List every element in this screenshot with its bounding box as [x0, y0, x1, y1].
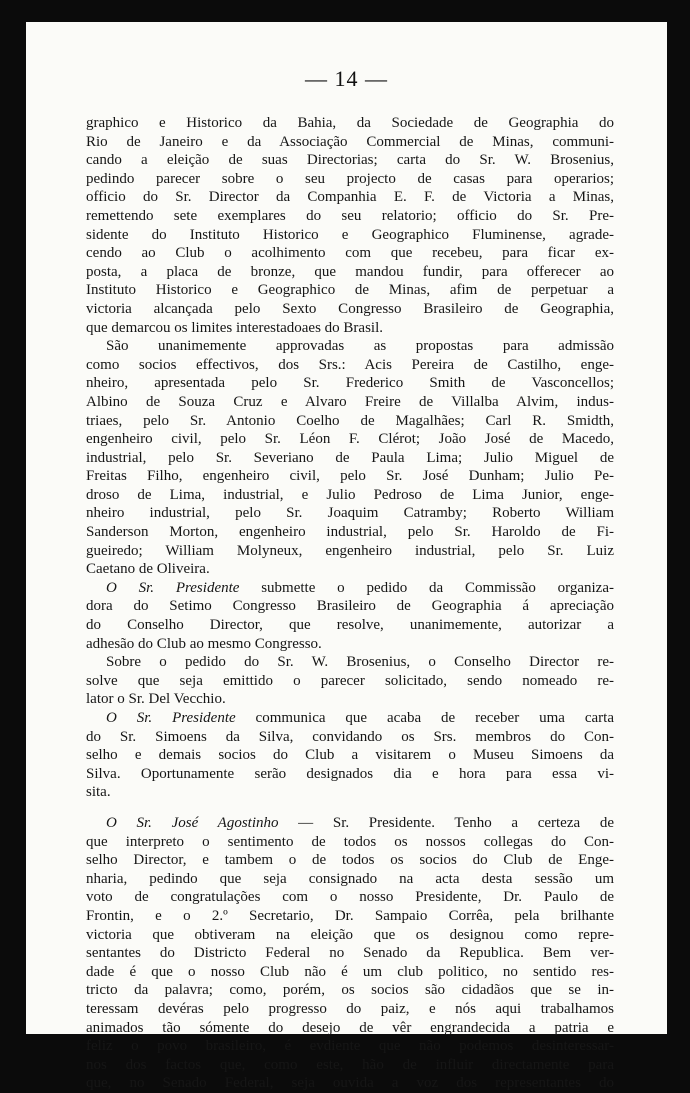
line-text: Albino de Souza Cruz e Alvaro Freire de Villalba Alvim, indus- [86, 393, 614, 410]
text-line [86, 393, 614, 412]
line-text: lator o Sr. Del Vecchio. [86, 691, 226, 708]
line-text: — Sr. Presidente. Tenho a certeza de [278, 814, 614, 831]
text-line [86, 114, 614, 133]
speaker-name: O Sr. José Agostinho [106, 814, 279, 831]
line-text: triaes, pelo Sr. Antonio Coelho de Magalhães; Carl R. Smidth, [86, 412, 614, 429]
line-text: como socios effectivos, dos Srs.: Acis Pereira de Castilho, enge- [86, 356, 614, 373]
line-text: sita. [86, 784, 111, 801]
text-line [86, 244, 614, 263]
line-text: cendo ao Club o acolhimento com que recebeu, para ficar ex- [86, 245, 614, 262]
line-text: posta, a placa de bronze, que mandou fundir, para offerecer ao [86, 263, 614, 280]
text-line [86, 1056, 614, 1075]
text-line [86, 337, 614, 356]
line-text: selho Director, e tambem o de todos os socios do Club de Enge- [86, 852, 614, 869]
line-text: victoria que obtiveram na eleição que os designou como repre- [86, 926, 614, 943]
text-line [86, 728, 614, 747]
text-line [86, 430, 614, 449]
text-line [86, 597, 614, 616]
line-text: que, no Senado Federal, seja ouvida a voz dos representantes do [86, 1075, 614, 1092]
line-text: graphico e Historico da Bahia, da Sociedade de Geographia do [86, 115, 614, 131]
text-line [86, 746, 614, 765]
paragraph-gap [86, 802, 614, 814]
text-line [86, 833, 614, 852]
text-line [86, 783, 614, 802]
line-text: selho e demais socios do Club a visitarem o Museu Simoens da [86, 747, 614, 764]
text-line [86, 263, 614, 282]
line-text: industrial, pelo Sr. Severiano de Paula Lima; Julio Miguel de [86, 449, 614, 466]
text-line [86, 944, 614, 963]
text-line [86, 672, 614, 691]
text-line [86, 1000, 614, 1019]
text-line [86, 467, 614, 486]
text-line [86, 690, 614, 709]
text-line [86, 151, 614, 170]
line-text: engenheiro civil, pelo Sr. Léon F. Clérot; João José de Macedo, [86, 431, 614, 448]
line-text: cando a eleição de suas Directorias; carta do Sr. W. Brosenius, [86, 152, 614, 169]
line-text: São unanimemente approvadas as propostas para admissão [106, 338, 614, 355]
text-line [86, 1019, 614, 1038]
line-text: Sobre o pedido do Sr. W. Brosenius, o Conselho Director re- [106, 654, 614, 671]
page-number: — 14 — [305, 66, 388, 91]
text-line [86, 981, 614, 1000]
text-line [86, 888, 614, 907]
line-text: officio do Sr. Director da Companhia E. F. de Victoria a Minas, [86, 189, 614, 206]
text-line [86, 926, 614, 945]
text-line [86, 1037, 614, 1056]
text-line [86, 851, 614, 870]
text-line [86, 207, 614, 226]
line-text: pedindo parecer sobre o seu projecto de casas para operarios; [86, 170, 614, 187]
line-text: submette o pedido da Commissão organiza- [239, 579, 614, 596]
line-text: tricto da palavra; como, porém, os socios são cidadãos que se in- [86, 982, 614, 999]
line-text: communica que acaba de receber uma carta [235, 710, 614, 726]
line-text: Caetano de Oliveira. [86, 561, 210, 578]
text-line [86, 635, 614, 654]
text-line [86, 579, 614, 598]
text-line [86, 356, 614, 375]
line-text: Sanderson Morton, engenheiro industrial, pelo Sr. Haroldo de Fi- [86, 524, 614, 541]
line-text: adhesão do Club ao mesmo Congresso. [86, 635, 322, 652]
line-text: Instituto Historico e Geographico de Minas, afim de perpetuar a [86, 282, 614, 299]
text-line [86, 870, 614, 889]
line-text: victoria alcançada pelo Sexto Congresso Brasileiro de Geographia, [86, 300, 614, 317]
text-line [86, 133, 614, 152]
text-line [86, 281, 614, 300]
text-line [86, 907, 614, 926]
text-line [86, 560, 614, 579]
text-line [86, 412, 614, 431]
text-line [86, 188, 614, 207]
line-text: gueiredo; William Molyneux, engenheiro industrial, pelo Sr. Luiz [86, 542, 614, 559]
line-text: dora do Setimo Congresso Brasileiro de Geographia á apreciação [86, 598, 614, 615]
line-text: Rio de Janeiro e da Associação Commercial de Minas, communi- [86, 133, 614, 150]
line-text: Frontin, e o 2.º Secretario, Dr. Sampaio Corrêa, pela brilhante [86, 907, 614, 924]
text-line [86, 226, 614, 245]
text-line [86, 709, 614, 728]
text-line [86, 504, 614, 523]
text-line [86, 963, 614, 982]
line-text: nharia, pedindo que seja consignado na acta desta sessão um [86, 870, 614, 887]
line-text: do Conselho Director, que resolve, unanimemente, autorizar a [86, 617, 614, 634]
line-text: feliz o povo brasileiro, é evdiente que não podemos desinteressar- [86, 1038, 614, 1055]
line-text: remettendo sete exemplares do seu relatorio; officio do Sr. Pre- [86, 207, 614, 224]
line-text: solve que seja emittido o parecer solicitado, sendo nomeado re- [86, 672, 614, 689]
line-text: animados tão sómente do desejo de vêr engrandecida a patria e [86, 1019, 614, 1036]
line-text: Silva. Oportunamente serão designados dia e hora para essa vi- [86, 765, 614, 782]
line-text: do Sr. Simoens da Silva, convidando os Srs. membros do Con- [86, 728, 614, 745]
line-text: que interpreto o sentimento de todos os nossos collegas do Con- [86, 833, 614, 850]
line-text: sentantes do Districto Federal no Senado da Republica. Bem ver- [86, 945, 614, 962]
line-text: teressam devéras pelo progresso do paiz, e nós aqui trabalhamos [86, 1000, 614, 1017]
line-text: dade é que o nosso Club não é um club politico, no sentido res- [86, 963, 614, 980]
text-line [86, 170, 614, 189]
speaker-name: O Sr. Presidente [106, 579, 240, 596]
text-line [86, 319, 614, 338]
body-text [86, 114, 614, 1093]
line-text: droso de Lima, industrial, e Julio Pedroso de Lima Junior, enge- [86, 486, 614, 503]
document-page [26, 22, 667, 1092]
line-text: nheiro, apresentada pelo Sr. Frederico Smith de Vasconcellos; [86, 375, 614, 392]
text-line [86, 765, 614, 784]
text-line [86, 486, 614, 505]
text-line [86, 542, 614, 561]
line-text: que demarcou os limites interestadoaes do Brasil. [86, 319, 384, 336]
line-text: nheiro industrial, pelo Sr. Joaquim Catramby; Roberto William [86, 505, 614, 522]
line-text: nos dos factos que, como este, hão de influir directamente para [86, 1056, 614, 1073]
text-line [86, 616, 614, 635]
text-line [86, 1074, 614, 1093]
text-line [86, 449, 614, 468]
text-line [86, 814, 614, 833]
text-line [86, 374, 614, 393]
speaker-name: O Sr. Presidente [106, 710, 236, 726]
line-text: sidente do Instituto Historico e Geographico Fluminense, agrade- [86, 226, 614, 243]
text-line [86, 300, 614, 319]
line-text: Freitas Filho, engenheiro civil, pelo Sr. José Dunham; Julio Pe- [86, 468, 614, 485]
text-line [86, 653, 614, 672]
text-line [86, 523, 614, 542]
line-text: voto de congratulações com o nosso Presidente, Dr. Paulo de [86, 889, 614, 906]
